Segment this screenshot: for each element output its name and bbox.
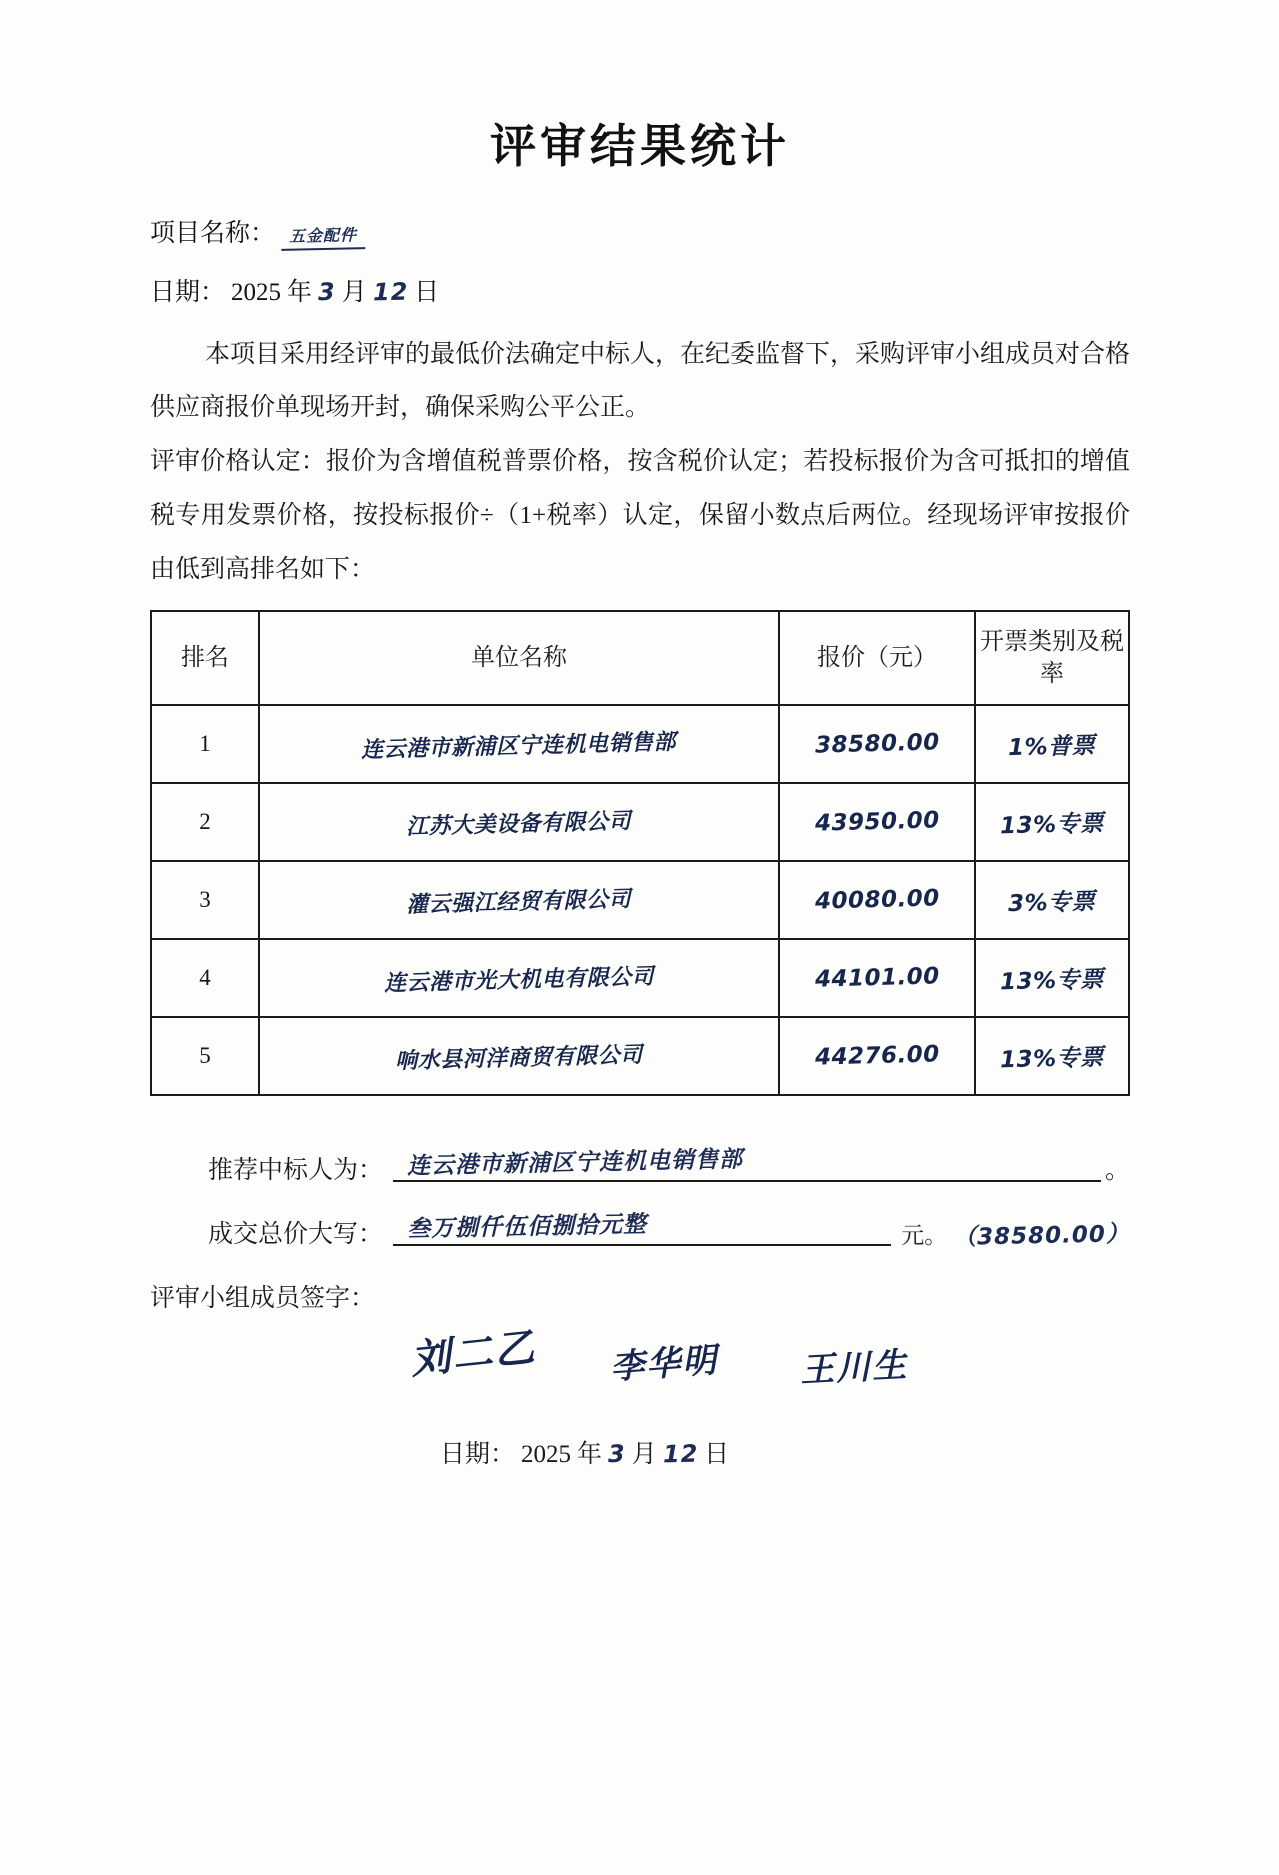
date-year: 2025 [231,278,282,306]
cell-price-text: 44276.00 [814,1041,940,1071]
cell-tax [975,939,1129,1017]
date-row [150,269,1130,318]
signature-member-2: 李华明 [608,1340,720,1388]
signers-label: 评审小组成员签字： [150,1285,376,1313]
cell-company [259,783,779,861]
cell-tax-text: 1%普票 [1008,732,1096,761]
cell-price [779,861,975,939]
date-month-unit: 月 [341,278,367,306]
footer-date-year: 2025 [521,1441,572,1469]
cell-company-text: 连云港市新浦区宁连机电销售部 [361,729,677,763]
cell-company [259,1017,779,1095]
signature-member-3: 王川生 [799,1345,910,1392]
cell-tax [975,861,1129,939]
total-amount-field [393,1211,891,1246]
table-row [151,861,1129,939]
date-label: 日期： [150,278,226,306]
table-row [151,783,1129,861]
total-amount-row [150,1211,1131,1252]
cell-tax [975,705,1129,783]
header-company: 单位名称 [259,611,779,705]
project-name-row [150,210,1130,259]
table-row [151,705,1129,783]
footer-date-day: 12 [662,1439,699,1469]
total-amount-unit: 元。 [901,1223,948,1249]
results-table [150,610,1130,1096]
header-rank: 排名 [151,611,259,705]
signature-area [410,1314,1130,1434]
paragraph-price-rule: 评审价格认定：报价为含增值税普票价格，按含税价认定；若投标报价为含可抵扣的增值税专用发票价格，按投标报价÷（1+税率）认定，保留小数点后两位。经现场评审按报价由低到高排名如下： [150,448,1130,583]
footer-date-label: 日期： [440,1441,516,1469]
recommended-winner-value: 连云港市新浦区宁连机电销售部 [406,1146,744,1180]
table-row [151,939,1129,1017]
cell-rank: 1 [151,705,259,783]
cell-price [779,705,975,783]
cell-company [259,705,779,783]
cell-tax [975,783,1129,861]
cell-tax-text: 13%专票 [999,1044,1105,1074]
cell-price-text: 38580.00 [814,729,940,759]
footer-date-month: 3 [607,1440,627,1469]
cell-company [259,939,779,1017]
recommended-winner-row [150,1146,1130,1186]
cell-tax-text: 13%专票 [999,810,1105,840]
project-name-value: 五金配件 [281,222,366,251]
cell-rank: 2 [151,783,259,861]
total-amount-value: 叁万捌仟伍佰捌拾元整 [406,1211,648,1243]
footer-date-year-unit: 年 [577,1441,603,1469]
cell-price [779,1017,975,1095]
total-amount-label: 成交总价大写： [208,1221,384,1249]
footer-date-row [440,1434,1130,1470]
page-title: 评审结果统计 [490,121,790,172]
recommended-winner-field [393,1146,1101,1182]
cell-company-text: 响水县河洋商贸有限公司 [395,1042,644,1074]
project-name-label: 项目名称： [150,220,276,247]
cell-tax-text: 3%专票 [1008,888,1096,917]
cell-rank: 3 [151,861,259,939]
paragraph-procedure: 本项目采用经评审的最低价法确定中标人，在纪委监督下，采购评审小组成员对合格供应商报价单现场开封，确保采购公平公正。 [150,340,1131,422]
document-body [150,110,1130,1470]
cell-company-text: 连云港市光大机电有限公司 [383,964,655,997]
header-price: 报价（元） [779,611,975,705]
cell-rank: 5 [151,1017,259,1095]
header-tax: 开票类别及税率 [975,611,1129,705]
cell-price-text: 40080.00 [814,885,940,915]
footer-date-day-unit: 日 [704,1441,730,1469]
recommended-winner-period: 。 [1104,1157,1130,1185]
footer-date-month-unit: 月 [631,1441,657,1469]
signature-member-1: 刘二乙 [408,1324,539,1384]
cell-company-text: 灌云强江经贸有限公司 [406,886,632,918]
date-year-unit: 年 [287,278,313,306]
date-month: 3 [317,277,337,306]
cell-price-text: 43950.00 [814,807,940,837]
cell-price [779,939,975,1017]
cell-company-text: 江苏大美设备有限公司 [406,808,632,840]
table-header-row [151,611,1129,705]
recommended-winner-label: 推荐中标人为： [208,1157,384,1185]
cell-rank: 4 [151,939,259,1017]
date-day-unit: 日 [414,278,440,306]
cell-tax-text: 13%专票 [999,966,1105,996]
total-amount-figure: （38580.00） [953,1221,1131,1252]
cell-price [779,783,975,861]
table-row [151,1017,1129,1095]
cell-company [259,861,779,939]
footer-block [150,1146,1131,1470]
cell-tax [975,1017,1129,1095]
cell-price-text: 44101.00 [814,963,940,993]
date-day: 12 [372,277,409,307]
